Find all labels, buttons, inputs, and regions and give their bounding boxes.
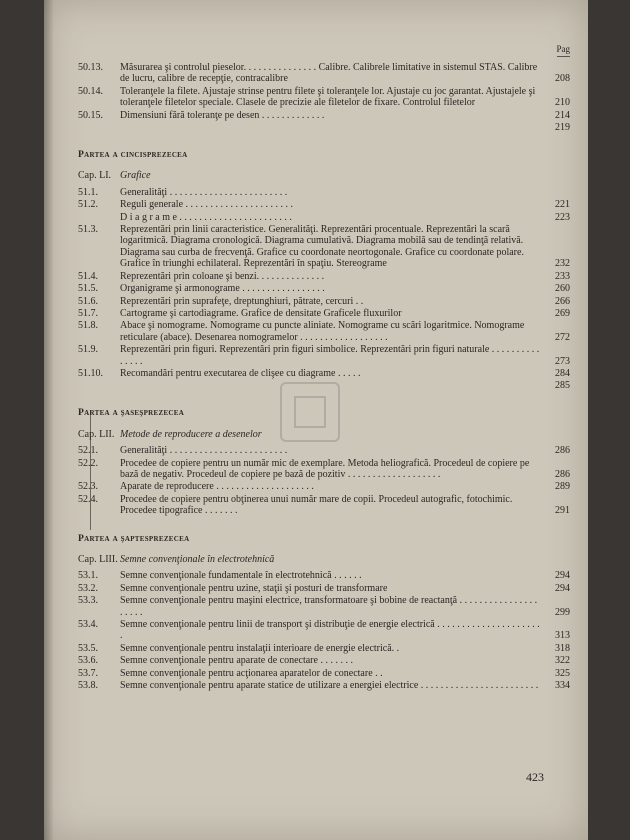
entry-text: Semne convenţionale pentru aparate statice de utilizare a energiei electrice . . . . . . . . . . . . . . . . . . . . . . . . [120,680,539,692]
toc-entry [78,199,570,210]
toc-entry [78,619,570,642]
table-of-contents [78,44,570,692]
entry-number: 53.2. [78,582,98,594]
part-section [78,149,570,391]
toc-entry [78,122,570,133]
toc-entry [78,655,570,666]
entry-text: D i a g r a m e . . . . . . . . . . . . . . . . . . . . . . . [120,211,292,223]
entry-text [120,380,570,391]
entry-text: Reguli generale . . . . . . . . . . . . . . . . . . . . . . [120,199,294,211]
toc-entry [78,595,570,618]
entry-text: Cartograme şi cartodiagrame. Grafice de densitate Graficele fluxurilor [120,307,402,319]
entry-page: 266 [555,295,570,307]
part-title: Partea a şaptesprezecea [78,532,190,544]
entry-number: 51.1. [78,186,98,198]
entry-text [120,122,570,133]
entry-page: 294 [555,570,570,582]
toc-entry [78,86,570,109]
toc-entry [78,224,570,270]
entry-page: 286 [555,468,570,480]
entry-number: 53.1. [78,570,98,582]
toc-entry [78,283,570,294]
entry-page: 284 [555,367,570,379]
entry-text: Reprezentări prin suprafeţe, dreptunghiuri, pătrate, cercuri . . [120,295,364,307]
entry-page: 208 [555,73,570,85]
entry-page: 286 [555,445,570,457]
toc-entry [78,368,570,379]
entry-text: Semne convenţionale pentru aparate de conectare . . . . . . . [120,655,353,667]
entry-text: Procedee de copiere pentru un număr mic de exemplare. Metoda heliografică. Procedeul de copiere pe bază de negativ. Procedeul de copiere pe bază de pozitiv . . . . . . . . . . . . . . . . . . . [120,457,530,480]
entry-page: 233 [555,270,570,282]
entry-text: Dimensiuni fără toleranţe pe desen . . . . . . . . . . . . . [120,109,325,121]
entry-number: 53.7. [78,667,98,679]
chapter-number: Cap. LI. [78,170,112,182]
entry-number: 53.8. [78,680,98,692]
entry-number: 51.2. [78,199,98,211]
entry-text: Semne convenţionale pentru instalaţii interioare de energie electrică. . [120,642,400,654]
part-title: Partea a şaseşprezecea [78,407,185,419]
entry-number: 51.3. [78,224,98,236]
toc-entry [78,296,570,307]
entry-number: 51.10. [78,367,103,379]
entry-number [78,380,120,391]
entry-page: 273 [555,355,570,367]
entry-page: 291 [555,505,570,517]
chapter-number: Cap. LIII. [78,554,118,565]
entry-number: 53.4. [78,619,98,631]
entry-text: Organigrame şi armonograme . . . . . . . . . . . . . . . . . [120,283,325,295]
part-section [78,533,570,692]
entry-text: Abace şi nomograme. Nomograme cu puncte aliniate. Nomograme cu scări logaritmice. Nomograme reticulare (abace). Desenarea nomogramelor . . . . . . . . . . . . . . . . . . [120,320,525,343]
entry-number [78,122,120,133]
entry-text: Procedee de copiere pentru obţinerea unui număr mare de copii. Procedeul autografic, fotochimic. Procedee tipografice . . . . . . . [120,493,513,517]
toc-entry [78,308,570,319]
part-section [78,407,570,516]
toc-entry [78,380,570,391]
entry-page: 223 [555,211,570,223]
entry-page: 219 [555,121,570,133]
entry-number: 51.5. [78,283,98,295]
toc-entry [78,680,570,691]
page-column-header: Pag [557,44,571,57]
entry-number: 51.4. [78,270,98,282]
entry-text: Semne convenţionale pentru maşini electrice, transformatoare şi bobine de reactanţă . . . . . . . . . . . . . . . . . . . . . [120,595,538,618]
toc-entry [78,481,570,492]
entry-page: 214 [555,109,570,121]
entry-number: 51.8. [78,320,98,332]
entry-text: Semne convenţionale pentru acţionarea aparatelor de conectare . . [120,667,383,679]
entry-text: Aparate de reproducere . . . . . . . . . . . . . . . . . . . . [120,481,314,493]
entry-text: Semne convenţionale pentru uzine, staţii şi posturi de transformare [120,582,388,594]
entry-number: 52.4. [78,493,98,505]
book-page [44,0,588,840]
entry-number: 51.7. [78,307,98,319]
toc-entry [78,187,570,198]
toc-entry [78,212,570,223]
entry-number: 53.6. [78,655,98,667]
entry-number: 50.15. [78,109,103,121]
entry-page: 334 [555,680,570,692]
toc-entry [78,583,570,594]
chapter-heading [78,554,570,565]
entry-text: Reprezentări prin coloane şi benzi. . . . . . . . . . . . . . [120,270,325,282]
entry-number: 51.9. [78,344,98,356]
entry-page: 325 [555,667,570,679]
entry-number: 52.2. [78,457,98,469]
entry-page: 272 [555,331,570,343]
entry-page: 313 [555,630,570,642]
entry-number: 53.5. [78,642,98,654]
entry-page: 269 [555,307,570,319]
toc-entry [78,320,570,343]
entry-number: 51.6. [78,295,98,307]
entry-page: 285 [555,379,570,391]
chapter-title: Semne convenţionale în electrotehnică [120,554,275,565]
entry-text: Generalităţi . . . . . . . . . . . . . . . . . . . . . . . . [120,445,288,457]
entry-text: Toleranţele la filete. Ajustaje strinse pentru filete şi toleranţele lor. Ajustaje cu joc garantat. Ajustajele şi toleranţele filetelor speciale. Clasele de precizie ale filetelor de fixare. Controlul filetelor [120,85,536,109]
entry-text: Semne convenţionale pentru linii de transport şi distribuţie de energie electrică . . . . . . . . . . . . . . . . . . . . . . [120,619,540,642]
toc-entry [78,271,570,282]
top-entries [78,62,570,133]
entry-text: Generalităţi . . . . . . . . . . . . . . . . . . . . . . . . [120,186,288,198]
toc-entry [78,445,570,456]
entry-number: 53.3. [78,595,98,607]
chapter-number: Cap. LII. [78,428,115,440]
entry-page: 221 [555,199,570,211]
toc-entry [78,344,570,367]
entry-page: 294 [555,582,570,594]
part-title: Partea a cincisprezecea [78,149,188,161]
entry-page: 318 [555,642,570,654]
chapter-title: Grafice [120,170,151,182]
entry-number: 52.3. [78,481,98,493]
entry-text: Reprezentări prin linii caracteristice. Generalităţi. Reprezentări procentuale. Reprezentări la scară logaritmică. Diagrama cronologică. Diagrama cumulativă. Diagrama mobilă sau de tendinţă relativă. Diagrama sau curba de frecvenţă. Grafice cu coordonate neortogonale. Grafice cu coordonate polare. Grafice în triunghi echilateral. Reprezentări în spaţiu. Stereograme [120,224,524,270]
toc-entry [78,110,570,121]
entry-text: Măsurarea şi controlul pieselor. . . . . . . . . . . . . . . Calibre. Calibrele limitative in sistemul STAS. Calibre de lucru, calibre de recepţie, contracalibre [120,62,538,85]
entry-number: 50.14. [78,85,103,97]
entry-number: 50.13. [78,62,103,73]
entry-text: Reprezentări prin figuri. Reprezentări prin figuri simbolice. Reprezentări prin figuri naturale . . . . . . . . . . . . . . . [120,344,540,367]
page-number: 423 [526,770,544,784]
toc-entry [78,570,570,581]
entry-page: 322 [555,655,570,667]
toc-entry [78,494,570,517]
chapter-heading [78,429,570,440]
entry-page: 210 [555,97,570,109]
toc-entry [78,458,570,481]
entry-number [78,212,120,223]
toc-entry [78,62,570,85]
toc-entry [78,668,570,679]
entry-page: 299 [555,606,570,618]
entry-number: 52.1. [78,445,98,457]
entry-text: Recomandări pentru executarea de clişee cu diagrame . . . . . [120,367,361,379]
entry-text: Semne convenţionale fundamentale în electrotehnică . . . . . . [120,570,362,582]
entry-page: 260 [555,283,570,295]
chapter-title: Metode de reproducere a desenelor [120,428,262,440]
toc-entry [78,643,570,654]
chapter-heading [78,170,570,181]
entry-page: 232 [555,258,570,270]
entry-page: 289 [555,481,570,493]
